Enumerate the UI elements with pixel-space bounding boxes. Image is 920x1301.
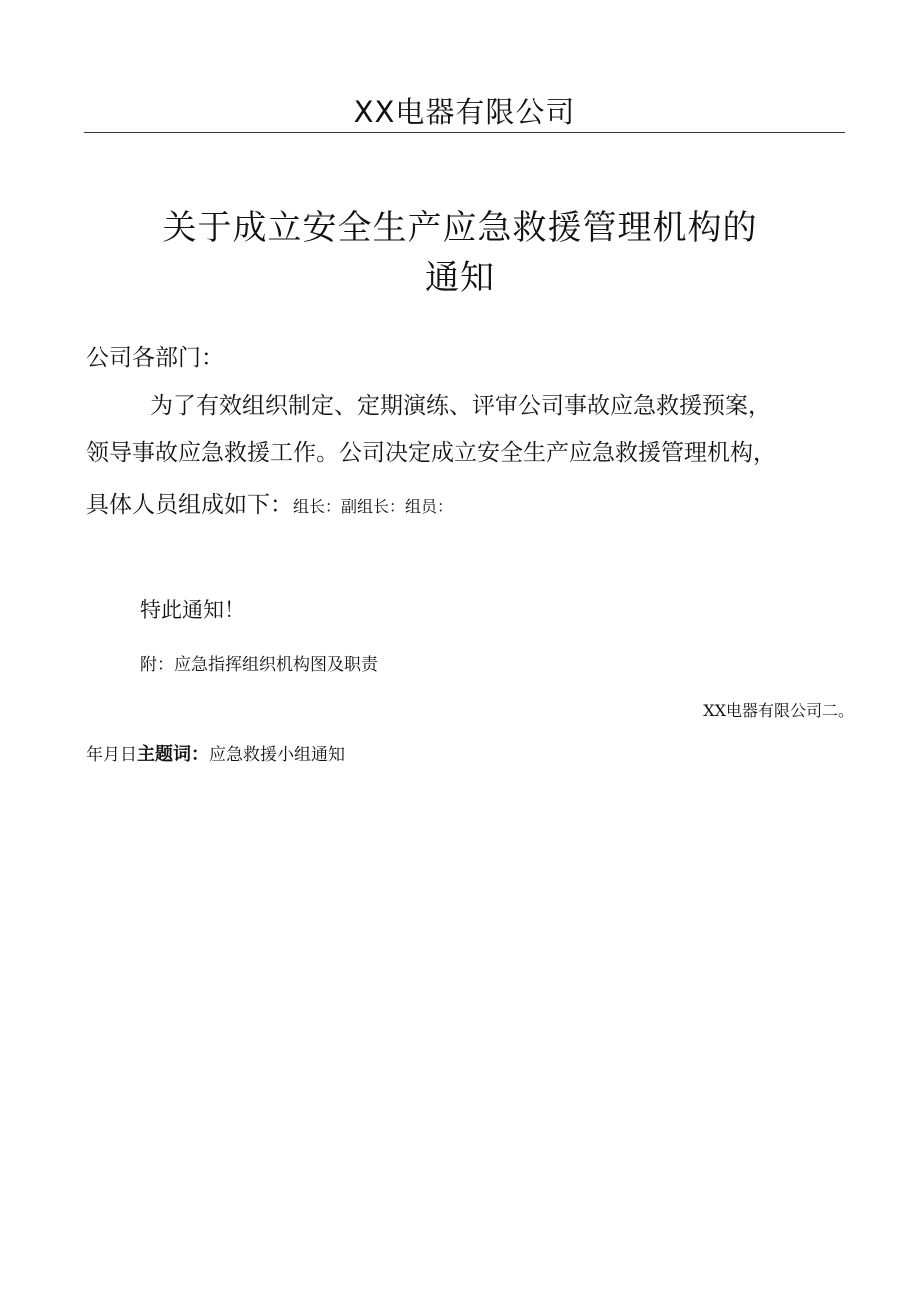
closing-notice: 特此通知！ [140, 598, 245, 622]
member-roles: 组长：副组长：组员： [293, 497, 454, 516]
footer-line [86, 740, 345, 770]
body-paragraph-line-2: 领导事故应急救援工作。公司决定成立安全生产应急救援管理机构， [86, 440, 776, 466]
company-header: XX电器有限公司 [353, 95, 576, 129]
header-divider [84, 132, 845, 133]
keywords-label: 主题词： [137, 744, 209, 765]
signature: XX电器有限公司二。 [703, 701, 854, 720]
body-paragraph-line-1: 为了有效组织制定、定期演练、评审公司事故应急救援预案， [150, 393, 771, 419]
body-paragraph-line-3 [86, 485, 453, 527]
keywords-value: 应急救援小组通知 [209, 745, 345, 765]
salutation: 公司各部门： [86, 345, 224, 371]
document-title-line-2: 通知 [425, 258, 495, 298]
date-text: 年月日 [86, 745, 137, 765]
document-title-line-1: 关于成立安全生产应急救援管理机构的 [162, 208, 758, 248]
attachment-note: 附：应急指挥组织机构图及职责 [140, 655, 378, 675]
members-intro: 具体人员组成如下： [86, 492, 293, 518]
